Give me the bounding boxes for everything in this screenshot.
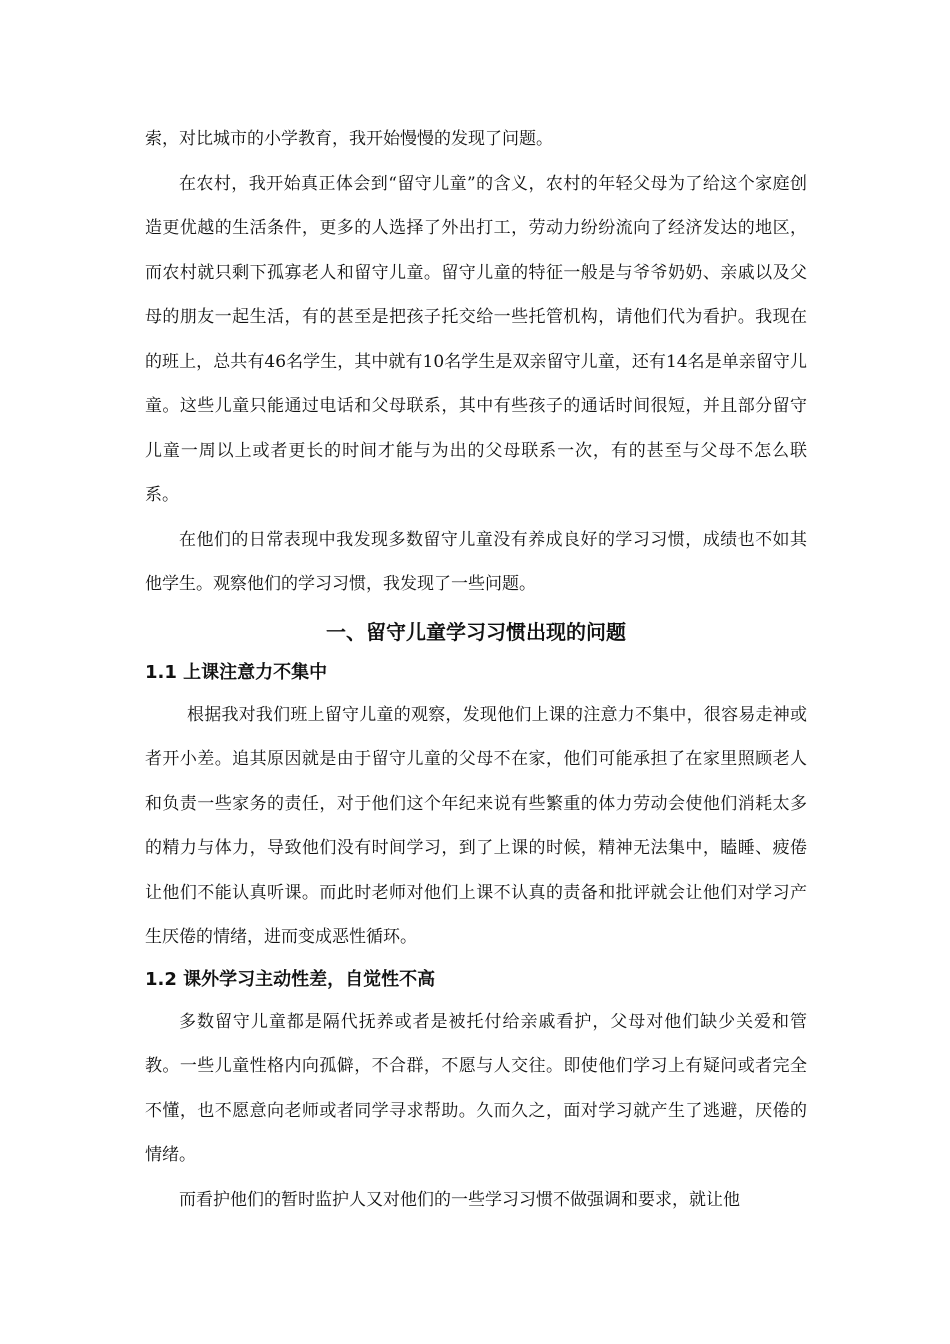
section-heading: 一、留守儿童学习习惯出现的问题 [326,619,626,644]
document-body [145,117,807,1222]
paragraph-initiative: 多数留守儿童都是隔代抚养或者是被托付给亲戚看护，父母对他们缺少关爱和管教。一些儿童性格内向孤僻，不合群，不愿与人交往。即使他们学习上有疑问或者完全不懂，也不愿意向老师或者同学寻求帮助。久而久之，面对学习就产生了逃避，厌倦的情绪。 [145,1011,807,1165]
paragraph-attention: 根据我对我们班上留守儿童的观察，发现他们上课的注意力不集中，很容易走神或者开小差。追其原因就是由于留守儿童的父母不在家，他们可能承担了在家里照顾老人和负责一些家务的责任，对于他们这个年纪来说有些繁重的体力劳动会使他们消耗太多的精力与体力，导致他们没有时间学习，到了上课的时候，精神无法集中，瞌睡、疲倦让他们不能认真听课。而此时老师对他们上课不认真的责备和批评就会让他们对学习产生厌倦的情绪，进而变成恶性循环。 [145,704,807,947]
paragraph-intro-continuation: 索，对比城市的小学教育，我开始慢慢的发现了问题。 [145,129,553,149]
paragraph-guardians: 而看护他们的暂时监护人又对他们的一些学习习惯不做强调和要求，就让他 [179,1189,740,1210]
subsection-heading-1-1: 1.1 上课注意力不集中 [145,661,328,683]
paragraph-rural-left-behind-children: 在农村，我开始真正体会到“留守儿童”的含义，农村的年轻父母为了给这个家庭创造更优越的生活条件，更多的人选择了外出打工，劳动力纷纷流向了经济发达的地区，而农村就只剩下孤寡老人和留守儿童。留守儿童的特征一般是与爷爷奶奶、亲戚以及父母的朋友一起生活，有的甚至是把孩子托交给一些托管机构，请他们代为看护。我现在的班上，总共有46名学生，其中就有10名学生是双亲留守儿童，还有14名是单亲留守儿童。这些儿童只能通过电话和父母联系，其中有些孩子的通话时间很短，并且部分留守儿童一周以上或者更长的时间才能与为出的父母联系一次，有的甚至与父母不怎么联系。 [145,173,807,505]
paragraph-learning-habits: 在他们的日常表现中我发现多数留守儿童没有养成良好的学习习惯，成绩也不如其他学生。观察他们的学习习惯，我发现了一些问题。 [145,529,807,594]
subsection-heading-1-2: 1.2 课外学习主动性差，自觉性不高 [145,968,436,990]
